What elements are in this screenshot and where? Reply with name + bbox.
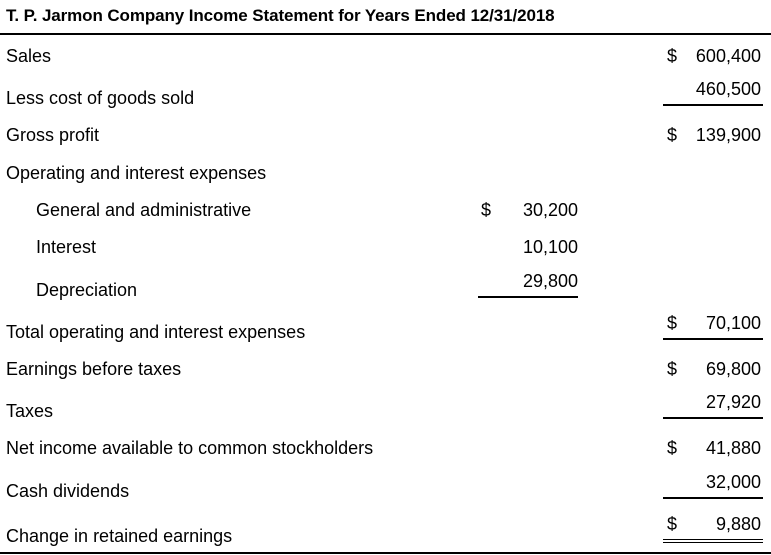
amount-total: 27,920 [705, 392, 761, 412]
currency-sign: $ [481, 200, 492, 220]
currency-sign: $ [667, 438, 678, 458]
row-retained-earnings [0, 514, 771, 548]
subtotal-rule [478, 296, 578, 298]
row-interest [0, 237, 771, 259]
row-depreciation [0, 271, 771, 302]
currency-sign: $ [667, 46, 678, 66]
amount-total: 600,400 [695, 46, 761, 66]
row-label: General and administrative [36, 200, 252, 220]
currency-sign: $ [667, 359, 678, 379]
amount-total: 460,500 [695, 79, 761, 99]
subtotal-rule [663, 417, 763, 419]
subtotal-rule [663, 497, 763, 499]
currency-sign: $ [667, 313, 678, 333]
subtotal-rule [663, 104, 763, 106]
amount-detail: 29,800 [522, 271, 578, 291]
row-label: Sales [6, 46, 52, 66]
row-taxes [0, 392, 771, 423]
row-label: Net income available to common stockholders [6, 438, 374, 458]
currency-sign: $ [667, 125, 678, 145]
row-label: Change in retained earnings [6, 526, 233, 546]
row-label: Earnings before taxes [6, 359, 182, 379]
row-sales [0, 46, 771, 68]
statement-title: T. P. Jarmon Company Income Statement for Years Ended 12/31/2018 [6, 6, 555, 25]
row-net-income [0, 438, 771, 460]
row-cash-dividends [0, 472, 771, 503]
row-total-opex [0, 313, 771, 344]
amount-total: 69,800 [705, 359, 761, 379]
row-label: Less cost of goods sold [6, 88, 195, 108]
amount-total: 9,880 [715, 514, 761, 534]
double-rule-top [663, 539, 763, 540]
row-ebt [0, 359, 771, 381]
subtotal-rule [663, 338, 763, 340]
section-label: Operating and interest expenses [6, 163, 267, 183]
row-label: Depreciation [36, 280, 138, 300]
row-opex-header [0, 163, 771, 185]
double-rule-bottom [663, 542, 763, 543]
row-gross-profit [0, 125, 771, 147]
currency-sign: $ [667, 514, 678, 534]
amount-total: 70,100 [705, 313, 761, 333]
amount-detail: 10,100 [522, 237, 578, 257]
row-cogs [0, 79, 771, 110]
row-label: Interest [36, 237, 97, 257]
amount-total: 41,880 [705, 438, 761, 458]
row-general-admin [0, 200, 771, 222]
row-label: Gross profit [6, 125, 100, 145]
title-rule [0, 33, 771, 35]
amount-total: 32,000 [705, 472, 761, 492]
row-label: Taxes [6, 401, 54, 421]
row-label: Total operating and interest expenses [6, 322, 306, 342]
amount-total: 139,900 [695, 125, 761, 145]
bottom-rule [0, 552, 771, 554]
row-label: Cash dividends [6, 481, 130, 501]
amount-detail: 30,200 [522, 200, 578, 220]
